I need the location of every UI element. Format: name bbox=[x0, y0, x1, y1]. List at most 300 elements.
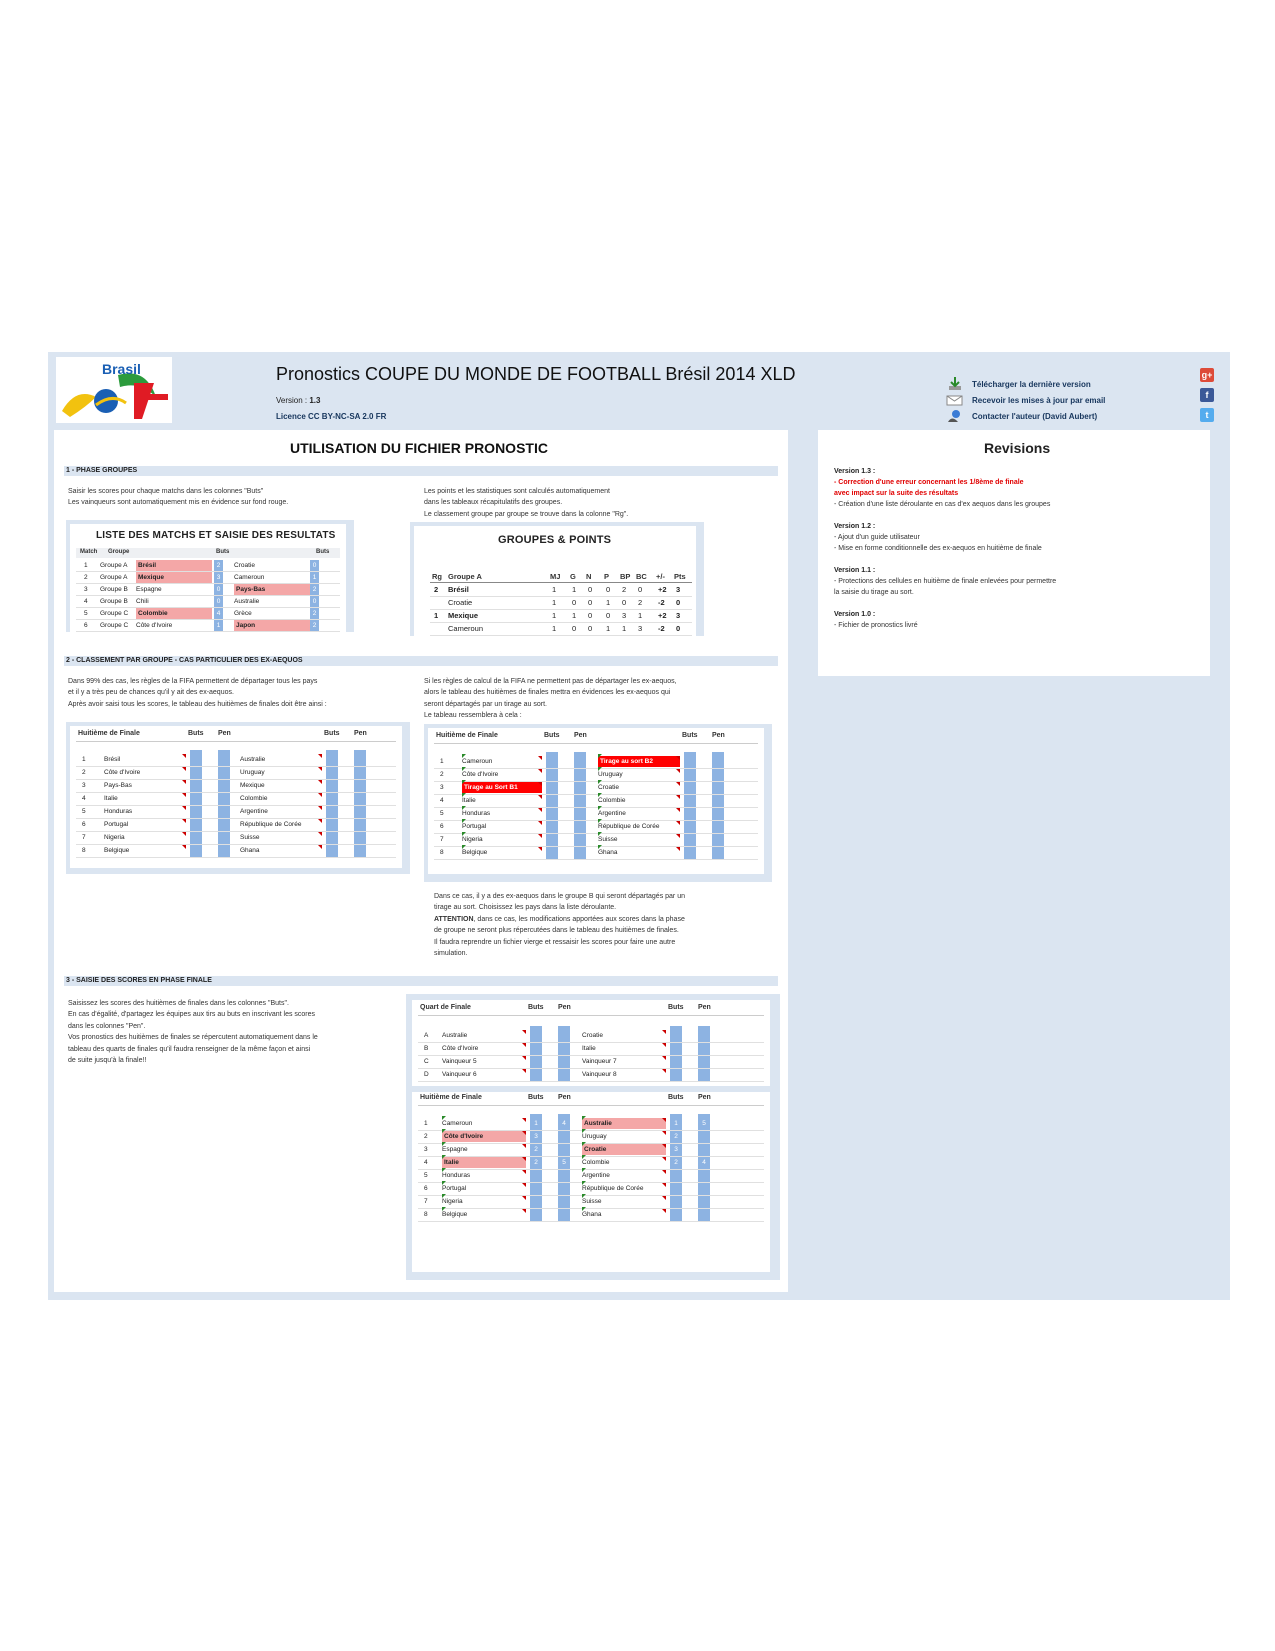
bracket-number: 6 bbox=[440, 823, 444, 830]
dropdown-marker bbox=[462, 793, 466, 797]
bracket-number: 5 bbox=[440, 810, 444, 817]
email-updates-link[interactable]: Recevoir les mises à jour par email bbox=[946, 392, 1105, 408]
bracket-header-buts-1: Buts bbox=[188, 730, 204, 737]
bracket-team-2[interactable]: Ghana bbox=[240, 847, 260, 854]
bracket-team-1[interactable]: Tirage au Sort B1 bbox=[462, 782, 542, 793]
bracket-team-1[interactable]: Portugal bbox=[442, 1185, 467, 1192]
comment-marker bbox=[182, 819, 186, 823]
bracket-number: 3 bbox=[424, 1146, 428, 1153]
bracket-buts-1[interactable] bbox=[530, 1196, 542, 1207]
section-3-bar: 3 - SAISIE DES SCORES EN PHASE FINALE bbox=[64, 976, 778, 986]
dropdown-marker bbox=[582, 1194, 586, 1198]
dropdown-marker bbox=[598, 845, 602, 849]
bracket-row-line bbox=[434, 859, 758, 860]
bracket-row-line bbox=[76, 857, 396, 858]
match-group: Groupe A bbox=[100, 562, 128, 569]
comment-marker bbox=[538, 808, 542, 812]
dropdown-marker bbox=[462, 780, 466, 784]
revision-1-2-line-2: - Mise en forme conditionnelle des ex-aequos en huitième de finale bbox=[834, 545, 1042, 552]
version-value: 1.3 bbox=[309, 396, 321, 405]
bracket-title: Huitième de Finale bbox=[436, 732, 498, 739]
bracket-team-2[interactable]: Uruguay bbox=[598, 771, 623, 778]
dropdown-marker bbox=[462, 767, 466, 771]
bracket-team-1[interactable]: Espagne bbox=[442, 1146, 468, 1153]
comment-marker bbox=[522, 1209, 526, 1213]
r16-normal-frame bbox=[66, 722, 410, 874]
google-plus-icon[interactable]: g+ bbox=[1201, 370, 1213, 380]
bracket-header-buts-2: Buts bbox=[682, 732, 698, 739]
comment-marker bbox=[538, 782, 542, 786]
match-group: Groupe B bbox=[100, 598, 128, 605]
bracket-team-2[interactable]: République de Corée bbox=[582, 1185, 644, 1192]
download-icon bbox=[946, 377, 964, 391]
bracket-team-1[interactable]: Côte d'Ivoire bbox=[442, 1045, 479, 1052]
bracket-team-1[interactable]: Belgique bbox=[442, 1211, 468, 1218]
comment-marker bbox=[182, 832, 186, 836]
match-score-2[interactable]: 2 bbox=[310, 620, 319, 631]
groups-cell: 0 bbox=[676, 624, 681, 633]
bracket-buts-2[interactable] bbox=[670, 1183, 682, 1194]
bracket-team-1[interactable]: Pays-Bas bbox=[104, 782, 132, 789]
groups-row-line bbox=[430, 635, 692, 636]
bracket-team-2[interactable]: Argentine bbox=[240, 808, 268, 815]
groups-header-cell: Rg bbox=[432, 572, 442, 581]
comment-marker bbox=[522, 1144, 526, 1148]
comment-marker bbox=[538, 769, 542, 773]
groups-caption: GROUPES & POINTS bbox=[498, 534, 612, 546]
comment-marker bbox=[182, 754, 186, 758]
section-2-bar: 2 - CLASSEMENT PAR GROUPE - CAS PARTICULIER DES EX-AEQUOS bbox=[64, 656, 778, 666]
match-score-2[interactable]: 2 bbox=[310, 608, 319, 619]
bracket-number: 2 bbox=[424, 1133, 428, 1140]
groups-header-cell: Pts bbox=[674, 572, 686, 581]
comment-marker bbox=[662, 1043, 666, 1047]
bracket-title: Huitième de Finale bbox=[78, 730, 140, 737]
groups-cell: 1 bbox=[572, 585, 577, 594]
dropdown-marker bbox=[462, 819, 466, 823]
bracket-pen-1[interactable] bbox=[558, 1183, 570, 1194]
groups-cell: +2 bbox=[658, 611, 667, 620]
bracket-team-1[interactable]: Nigeria bbox=[104, 834, 125, 841]
groups-cell: 1 bbox=[606, 624, 611, 633]
match-score-1[interactable]: 2 bbox=[214, 560, 223, 571]
bracket-team-1[interactable]: Honduras bbox=[104, 808, 133, 815]
match-team-2: Cameroun bbox=[234, 574, 265, 581]
groups-cell: -2 bbox=[658, 624, 665, 633]
comment-marker bbox=[676, 808, 680, 812]
bracket-team-1[interactable]: Belgique bbox=[104, 847, 130, 854]
bracket-number: 3 bbox=[82, 782, 86, 789]
match-score-1[interactable]: 3 bbox=[214, 572, 223, 583]
logo-text-top: Brasil bbox=[102, 361, 141, 377]
comment-marker bbox=[318, 832, 322, 836]
comment-marker bbox=[522, 1056, 526, 1060]
bracket-number: 7 bbox=[440, 836, 444, 843]
bracket-number: 6 bbox=[82, 821, 86, 828]
revision-1-2-line-1: - Ajout d'un guide utilisateur bbox=[834, 534, 920, 541]
bracket-buts-2[interactable]: 2 bbox=[674, 1159, 678, 1166]
comment-marker bbox=[538, 847, 542, 851]
bracket-buts-1[interactable]: 2 bbox=[534, 1146, 538, 1153]
bracket-header-pen-2: Pen bbox=[698, 1004, 711, 1011]
dropdown-marker bbox=[442, 1207, 446, 1211]
dropdown-marker bbox=[598, 819, 602, 823]
comment-marker bbox=[662, 1170, 666, 1174]
bracket-team-2[interactable]: Croatie bbox=[598, 784, 619, 791]
section-1-left-text: Saisir les scores pour chaque matchs dans les colonnes "Buts" Les vainqueurs sont automatiquement mis en évidence sur fond rouge. bbox=[68, 488, 289, 507]
groups-header-cell: N bbox=[586, 572, 592, 581]
match-team-1: Mexique bbox=[136, 572, 212, 583]
groups-header-cell: P bbox=[604, 572, 610, 581]
dropdown-marker bbox=[442, 1116, 446, 1120]
bracket-team-1[interactable]: Honduras bbox=[442, 1172, 471, 1179]
score-column bbox=[558, 1026, 570, 1082]
groups-cell: Cameroun bbox=[448, 624, 484, 633]
bracket-team-2[interactable]: Croatie bbox=[582, 1032, 603, 1039]
bracket-team-1[interactable]: Brésil bbox=[104, 756, 121, 763]
groups-cell: 3 bbox=[622, 611, 627, 620]
comment-marker bbox=[522, 1170, 526, 1174]
groups-cell: -2 bbox=[658, 598, 665, 607]
bracket-pen-1[interactable]: 4 bbox=[562, 1120, 566, 1127]
bracket-team-2[interactable]: Uruguay bbox=[240, 769, 265, 776]
bracket-team-2[interactable]: Vainqueur 8 bbox=[582, 1071, 617, 1078]
bracket-number: B bbox=[424, 1045, 429, 1052]
comment-marker bbox=[522, 1157, 526, 1161]
groups-header-cell: MJ bbox=[550, 572, 561, 581]
groups-header-cell: Groupe A bbox=[448, 572, 482, 581]
bracket-team-2[interactable]: Tirage au sort B2 bbox=[598, 756, 680, 767]
twitter-icon[interactable]: t bbox=[1200, 408, 1214, 422]
match-number: 3 bbox=[84, 586, 88, 593]
match-team-1: Côte d'Ivoire bbox=[136, 622, 173, 629]
match-team-2: Grèce bbox=[234, 610, 252, 617]
download-link[interactable]: Télécharger la dernière version bbox=[946, 376, 1105, 392]
matches-header-groupe: Groupe bbox=[108, 549, 130, 555]
matches-header-buts-1: Buts bbox=[216, 549, 230, 555]
bracket-title: Huitième de Finale bbox=[420, 1094, 482, 1101]
bracket-header-buts-1: Buts bbox=[528, 1094, 544, 1101]
dropdown-marker bbox=[462, 832, 466, 836]
bracket-team-2[interactable]: Ghana bbox=[582, 1211, 602, 1218]
match-number: 1 bbox=[84, 562, 88, 569]
bracket-pen-2[interactable] bbox=[698, 1183, 710, 1194]
groups-cell: Mexique bbox=[448, 611, 479, 620]
bracket-team-2[interactable]: Colombie bbox=[240, 795, 268, 802]
bracket-team-1[interactable]: Italie bbox=[104, 795, 118, 802]
bracket-pen-1[interactable] bbox=[558, 1209, 570, 1220]
match-score-2[interactable]: 0 bbox=[310, 596, 319, 607]
bracket-pen-1[interactable] bbox=[558, 1170, 570, 1181]
comment-marker bbox=[676, 821, 680, 825]
bracket-pen-1[interactable]: 5 bbox=[562, 1159, 566, 1166]
bracket-number: 8 bbox=[82, 847, 86, 854]
comment-marker bbox=[662, 1157, 666, 1161]
final-phase-frame bbox=[406, 994, 780, 1280]
bracket-team-2[interactable]: Vainqueur 7 bbox=[582, 1058, 617, 1065]
comment-marker bbox=[318, 793, 322, 797]
bracket-number: 6 bbox=[424, 1185, 428, 1192]
comment-marker bbox=[522, 1030, 526, 1034]
groups-cell: 1 bbox=[622, 624, 627, 633]
comment-marker bbox=[182, 845, 186, 849]
groups-cell: 0 bbox=[588, 598, 593, 607]
bracket-team-2[interactable]: République de Corée bbox=[598, 823, 660, 830]
comment-marker bbox=[662, 1144, 666, 1148]
bracket-team-1[interactable]: Belgique bbox=[462, 849, 488, 856]
bracket-team-1[interactable]: Vainqueur 6 bbox=[442, 1071, 477, 1078]
bracket-team-1[interactable]: Nigeria bbox=[462, 836, 483, 843]
section-3-left-text: Saisissez les scores des huitièmes de finales dans les colonnes "Buts". En cas d'égalité, d'partagez les équipes aux tirs au buts en inscrivant les scores dans les colonnes "Pen". Vos pronostics des huitièmes de finales se répercutent automatiquement dans le tableau des quarts de finales qu'il faudra renseigner de la même façon et ainsi de suite jusqu'à la finale!! bbox=[68, 1000, 318, 1065]
match-score-2[interactable]: 1 bbox=[310, 572, 319, 583]
bracket-team-1[interactable]: Cameroun bbox=[462, 758, 493, 765]
comment-marker bbox=[522, 1196, 526, 1200]
email-icon bbox=[946, 393, 964, 407]
bracket-team-2[interactable]: Suisse bbox=[598, 836, 618, 843]
comment-marker bbox=[182, 780, 186, 784]
bracket-team-2[interactable]: Colombie bbox=[582, 1159, 610, 1166]
groups-cell: 1 bbox=[552, 624, 557, 633]
match-group: Groupe C bbox=[100, 622, 129, 629]
match-score-2[interactable]: 2 bbox=[310, 584, 319, 595]
bracket-number: 3 bbox=[440, 784, 444, 791]
bracket-team-1[interactable]: Honduras bbox=[462, 810, 491, 817]
attention-label: ATTENTION bbox=[434, 915, 474, 923]
groups-cell: 1 bbox=[572, 611, 577, 620]
comment-marker bbox=[538, 795, 542, 799]
revisions-title: Revisions bbox=[984, 440, 1051, 456]
match-group: Groupe B bbox=[100, 586, 128, 593]
section-1-bar: 1 - PHASE GROUPES bbox=[64, 466, 778, 476]
groups-header-line bbox=[430, 582, 692, 583]
groups-cell: 0 bbox=[606, 585, 611, 594]
comment-marker bbox=[662, 1118, 666, 1122]
header-links bbox=[946, 376, 1105, 424]
groups-cell: 3 bbox=[676, 585, 681, 594]
bracket-header-buts-2: Buts bbox=[324, 730, 340, 737]
bracket-buts-1[interactable] bbox=[530, 1209, 542, 1220]
match-team-1: Colombie bbox=[136, 608, 212, 619]
groups-cell: 3 bbox=[638, 624, 643, 633]
dropdown-marker bbox=[442, 1194, 446, 1198]
match-score-1[interactable]: 4 bbox=[214, 608, 223, 619]
bracket-pen-1[interactable] bbox=[558, 1131, 570, 1142]
bracket-header-pen-1: Pen bbox=[558, 1004, 571, 1011]
bracket-number: 8 bbox=[440, 849, 444, 856]
matches-header-buts-2: Buts bbox=[316, 549, 330, 555]
comment-marker bbox=[676, 769, 680, 773]
bracket-team-2[interactable]: Suisse bbox=[582, 1198, 602, 1205]
bracket-pen-1[interactable] bbox=[558, 1144, 570, 1155]
bracket-team-1[interactable]: Côte d'Ivoire bbox=[104, 769, 141, 776]
match-score-1[interactable]: 0 bbox=[214, 596, 223, 607]
bracket-team-1[interactable]: Cameroun bbox=[442, 1120, 473, 1127]
bracket-team-2[interactable]: Australie bbox=[240, 756, 266, 763]
dropdown-marker bbox=[582, 1142, 586, 1146]
bracket-pen-2[interactable] bbox=[698, 1144, 710, 1155]
bracket-team-1[interactable]: Italie bbox=[462, 797, 476, 804]
bracket-header-line bbox=[418, 1015, 764, 1016]
comment-marker bbox=[318, 767, 322, 771]
bracket-pen-2[interactable] bbox=[698, 1131, 710, 1142]
groups-table-frame bbox=[410, 522, 704, 636]
matches-header-match: Match bbox=[80, 549, 98, 555]
dropdown-marker bbox=[598, 767, 602, 771]
match-team-2: Australie bbox=[234, 598, 260, 605]
bracket-team-2[interactable]: Ghana bbox=[598, 849, 618, 856]
bracket-team-2[interactable]: Uruguay bbox=[582, 1133, 607, 1140]
comment-marker bbox=[318, 819, 322, 823]
bracket-buts-2[interactable]: 1 bbox=[674, 1120, 678, 1127]
groups-cell: 3 bbox=[676, 611, 681, 620]
bracket-buts-2[interactable]: 2 bbox=[674, 1133, 678, 1140]
bracket-pen-2[interactable] bbox=[698, 1196, 710, 1207]
dropdown-marker bbox=[582, 1168, 586, 1172]
revision-1-3-line-3: - Création d'une liste déroulante en cas d'ex aequos dans les groupes bbox=[834, 501, 1051, 508]
bracket-pen-2[interactable] bbox=[698, 1170, 710, 1181]
bracket-team-1[interactable]: Portugal bbox=[104, 821, 129, 828]
groups-cell: 1 bbox=[434, 611, 439, 620]
match-score-1[interactable]: 1 bbox=[214, 620, 223, 631]
bracket-number: 2 bbox=[82, 769, 86, 776]
bracket-buts-1[interactable]: 3 bbox=[534, 1133, 538, 1140]
match-team-2: Pays-Bas bbox=[234, 584, 310, 595]
bracket-row-line bbox=[418, 1221, 764, 1222]
dropdown-marker bbox=[598, 793, 602, 797]
bracket-header-pen-1: Pen bbox=[558, 1094, 571, 1101]
bracket-team-1[interactable]: Nigeria bbox=[442, 1198, 463, 1205]
match-number: 4 bbox=[84, 598, 88, 605]
groups-cell: 0 bbox=[588, 624, 593, 633]
contact-author-link[interactable]: Contacter l'auteur (David Aubert) bbox=[946, 408, 1105, 424]
revision-1-2-head: Version 1.2 : bbox=[834, 523, 876, 530]
section-2-note: Dans ce cas, il y a des ex-aequos dans le groupe B qui seront départagés par un tirage au sort. Choisissez les pays dans la liste déroulante. ATTENTION, dans ce cas, les modifications apportées aux scores dans la phase de groupe ne seront plus répercutées dans le tableau des huitièmes de finales. Il faudra reprendre un fichier vierge et ressaisir les scores pour faire une autre simulation. bbox=[434, 893, 685, 958]
comment-marker bbox=[318, 806, 322, 810]
revision-1-3-line-1: - Correction d'une erreur concernant les 1/8ème de finale bbox=[834, 479, 1024, 486]
revision-1-1-line-2: la saisie du tirage au sort. bbox=[834, 589, 914, 596]
bracket-team-2[interactable]: Colombie bbox=[598, 797, 626, 804]
bracket-team-2[interactable]: Argentine bbox=[582, 1172, 610, 1179]
bracket-buts-1[interactable]: 1 bbox=[534, 1120, 538, 1127]
facebook-icon[interactable]: f bbox=[1200, 388, 1214, 402]
licence-link[interactable]: Licence CC BY-NC-SA 2.0 FR bbox=[276, 412, 387, 421]
comment-marker bbox=[522, 1069, 526, 1073]
comment-marker bbox=[676, 795, 680, 799]
revision-1-0-line-1: - Fichier de pronostics livré bbox=[834, 622, 918, 629]
groups-cell: Croatie bbox=[448, 598, 473, 607]
bracket-header-pen-1: Pen bbox=[218, 730, 231, 737]
bracket-team-2[interactable]: Australie bbox=[582, 1118, 666, 1129]
bracket-number: C bbox=[424, 1058, 429, 1065]
dropdown-marker bbox=[442, 1129, 446, 1133]
usage-title: UTILISATION DU FICHIER PRONOSTIC bbox=[290, 440, 548, 456]
bracket-team-2[interactable]: Suisse bbox=[240, 834, 260, 841]
bracket-header-pen-2: Pen bbox=[698, 1094, 711, 1101]
bracket-pen-1[interactable] bbox=[558, 1196, 570, 1207]
groups-cell: 2 bbox=[622, 585, 627, 594]
social-icons bbox=[1200, 368, 1214, 428]
bracket-team-1[interactable]: Portugal bbox=[462, 823, 487, 830]
dropdown-marker bbox=[582, 1116, 586, 1120]
dropdown-marker bbox=[598, 806, 602, 810]
dropdown-marker bbox=[582, 1181, 586, 1185]
bracket-number: 4 bbox=[424, 1159, 428, 1166]
groups-cell: 2 bbox=[434, 585, 439, 594]
match-score-1[interactable]: 0 bbox=[214, 584, 223, 595]
dropdown-marker bbox=[582, 1129, 586, 1133]
bracket-buts-2[interactable] bbox=[670, 1170, 682, 1181]
bracket-header-pen-2: Pen bbox=[354, 730, 367, 737]
comment-marker bbox=[662, 1209, 666, 1213]
revisions-panel bbox=[818, 430, 1210, 676]
groups-header-cell: +/- bbox=[656, 572, 665, 581]
groups-cell: +2 bbox=[658, 585, 667, 594]
groups-cell: 1 bbox=[606, 598, 611, 607]
bracket-buts-2[interactable] bbox=[670, 1209, 682, 1220]
groups-cell: 0 bbox=[588, 611, 593, 620]
comment-marker bbox=[662, 1131, 666, 1135]
bracket-buts-1[interactable] bbox=[530, 1170, 542, 1181]
groups-cell: 2 bbox=[638, 598, 643, 607]
bracket-team-1[interactable]: Australie bbox=[442, 1032, 468, 1039]
spreadsheet-sheet bbox=[48, 352, 1230, 1300]
bracket-team-2[interactable]: Mexique bbox=[240, 782, 265, 789]
revision-1-1-line-1: - Protections des cellules en huitième de finale enlevées pour permettre bbox=[834, 578, 1057, 585]
match-score-2[interactable]: 0 bbox=[310, 560, 319, 571]
bracket-header-line bbox=[418, 1105, 764, 1106]
bracket-team-1[interactable]: Côte d'Ivoire bbox=[442, 1131, 526, 1142]
dropdown-marker bbox=[462, 754, 466, 758]
comment-marker bbox=[318, 780, 322, 784]
bracket-team-2[interactable]: Argentine bbox=[598, 810, 626, 817]
dropdown-marker bbox=[598, 754, 602, 758]
bracket-team-2[interactable]: Italie bbox=[582, 1045, 596, 1052]
bracket-team-1[interactable]: Italie bbox=[442, 1157, 526, 1168]
match-number: 6 bbox=[84, 622, 88, 629]
bracket-buts-2[interactable] bbox=[670, 1196, 682, 1207]
bracket-buts-2[interactable]: 3 bbox=[674, 1146, 678, 1153]
groups-header-cell: G bbox=[570, 572, 576, 581]
comment-marker bbox=[318, 754, 322, 758]
match-team-1: Chili bbox=[136, 598, 149, 605]
bracket-pen-2[interactable]: 5 bbox=[702, 1120, 706, 1127]
groups-cell: 1 bbox=[638, 611, 643, 620]
comment-marker bbox=[662, 1183, 666, 1187]
groups-cell: 0 bbox=[606, 611, 611, 620]
comment-marker bbox=[676, 847, 680, 851]
bracket-header-line bbox=[434, 743, 758, 744]
revision-1-3-head: Version 1.3 : bbox=[834, 468, 876, 475]
bracket-number: D bbox=[424, 1071, 429, 1078]
bracket-team-2[interactable]: Croatie bbox=[582, 1144, 666, 1155]
comment-marker bbox=[182, 793, 186, 797]
bracket-pen-2[interactable]: 4 bbox=[702, 1159, 706, 1166]
bracket-team-1[interactable]: Côte d'Ivoire bbox=[462, 771, 499, 778]
bracket-buts-1[interactable] bbox=[530, 1183, 542, 1194]
revision-1-0-head: Version 1.0 : bbox=[834, 611, 876, 618]
score-column bbox=[698, 1026, 710, 1082]
groups-cell: 1 bbox=[552, 585, 557, 594]
bracket-pen-2[interactable] bbox=[698, 1209, 710, 1220]
comment-marker bbox=[676, 756, 680, 760]
match-team-2: Croatie bbox=[234, 562, 255, 569]
bracket-buts-1[interactable]: 2 bbox=[534, 1159, 538, 1166]
contact-icon bbox=[946, 409, 964, 423]
bracket-team-1[interactable]: Vainqueur 5 bbox=[442, 1058, 477, 1065]
bracket-team-2[interactable]: République de Corée bbox=[240, 821, 302, 828]
groups-cell: 0 bbox=[638, 585, 643, 594]
match-group: Groupe C bbox=[100, 610, 129, 617]
